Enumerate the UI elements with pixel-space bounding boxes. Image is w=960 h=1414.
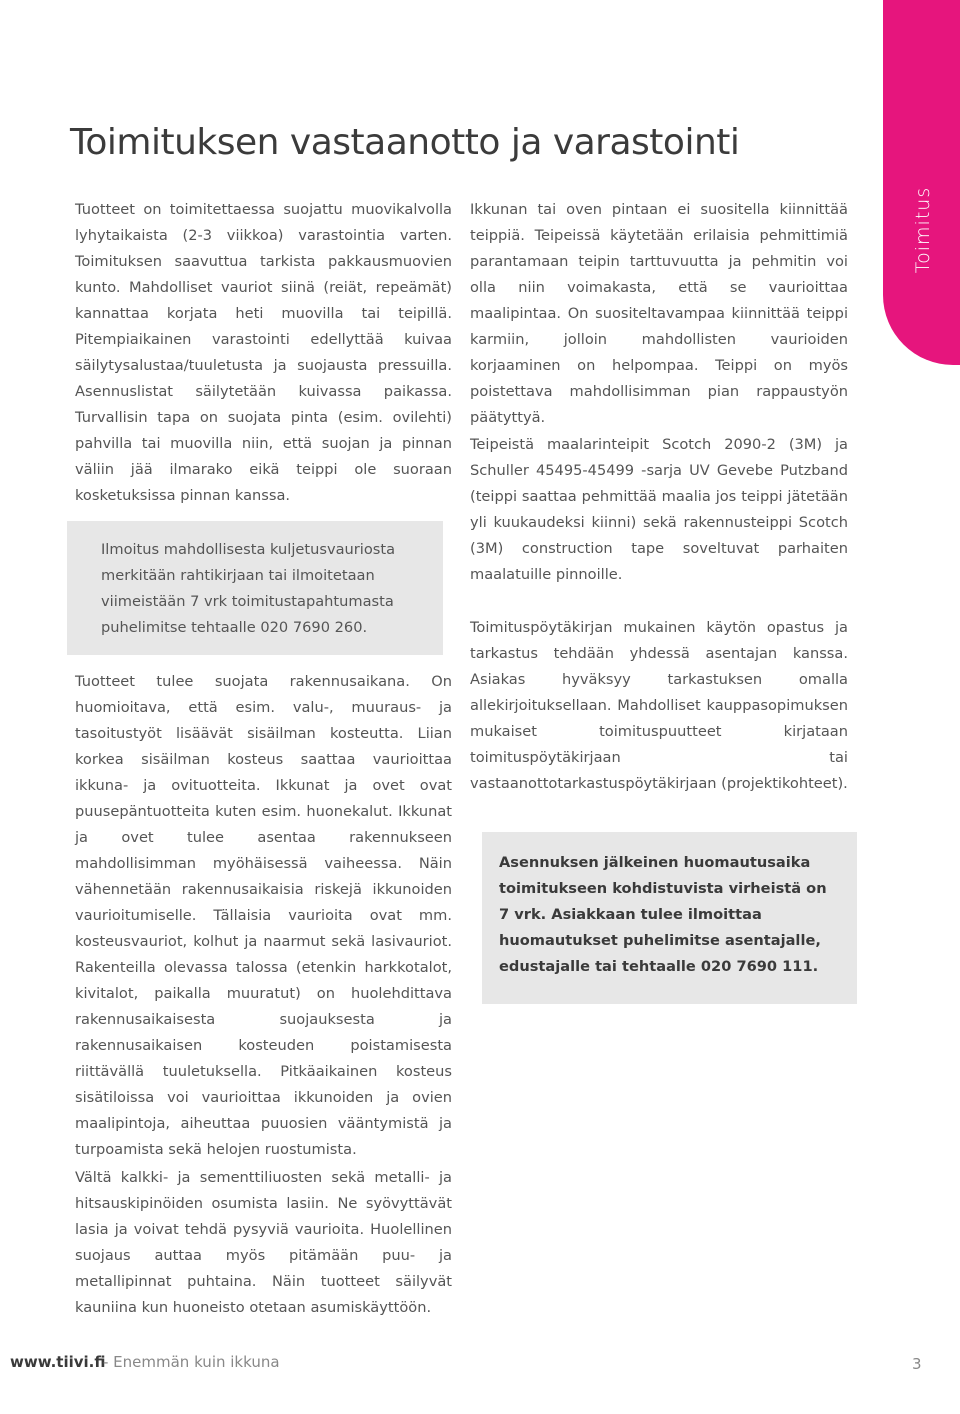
page-number: 3 <box>912 1355 922 1373</box>
footer-website-link[interactable]: www.tiivi.fi <box>10 1353 106 1371</box>
footer-tagline: - Enemmän kuin ikkuna <box>103 1353 280 1371</box>
left-paragraph-storage: Tuotteet on toimitettaessa suojattu muovikalvolla lyhytaikaista (2-3 viikkoa) varastointia varten. Toimituksen saavuttua tarkista pakkausmuovien kunto. Mahdolliset vauriot siinä (reiät, repeämät) kannattaa korjata heti muovilla tai teipillä. Pitempiaikainen varastointi edellyttää kuivaa säilytysalustaa/tuuletusta ja suojausta pressuilla. Asennuslistat säilytetään kuivassa paikassa. Turvallisin tapa on suojata pinta (esim. ovilehti) pahvilla tai muovilla niin, että suojan ja pinnan väliin jää ilmarako eikä teippi ole suoraan kosketuksissa pinnan kanssa. <box>75 201 452 504</box>
left-paragraph-construction: Tuotteet tulee suojata rakennusaikana. On huomioitava, että esim. valu-, muuraus- ja tasoitustyöt lisäävät sisäilman kosteutta. Liian korkea sisäilman kosteus saattaa vaurioittaa ikkuna- ja ovituotteita. Ikkunat ja ovet ovat puusepäntuotteita kuten esim. huonekalut. Ikkunat ja ovet tulee asentaa rakennukseen mahdollisimman myöhäisessä vaiheessa. Näin vähennetään rakennusaikaisia riskejä ikkunoiden vaurioitumiselle. Tällaisia vaurioita ovat mm. kosteusvauriot, kolhut ja naarmut sekä lasivauriot. Rakenteilla olevassa talossa (etenkin harkkotalot, kivitalot, paikalla muuratut) on huolehdittava rakennusaikaisesta suojauksesta ja rakennusaikaisen kosteuden poistamisesta riittävällä tuuletuksella. Pitkäaikainen kosteus sisätiloissa voi vaurioittaa ikkunoiden ja ovien maalipintoja, aiheuttaa puuosien vääntymistä ja turpoamista sekä helojen ruostumista. <box>75 673 452 1158</box>
right-paragraph-inspection: Toimituspöytäkirjan mukainen käytön opastus ja tarkastus tehdään yhdessä asentajan kanssa. Asiakas hyväksyy tarkastuksen omalla allekirjoituksellaan. Mahdolliset kauppasopimuksen mukaiset toimituspuutteet kirjataan toimituspöytäkirjaan tai vastaanottotarkastuspöytäkirjaan (projektikohteet). <box>470 619 848 792</box>
complaint-period-notice-text: Asennuksen jälkeinen huomautusaika toimitukseen kohdistuvista virheistä on 7 vrk. Asiakkaan tulee ilmoittaa huomautukset puhelimitse asentajalle, edustajalle tai tehtaalle 020 7690 111. <box>499 854 827 975</box>
right-paragraph-tape-brands: Teipeistä maalarinteipit Scotch 2090-2 (3M) ja Schuller 45495-45499 -sarja UV Gevebe Putzband (teippi saattaa pehmittää maalia jos teippi jätetään yli kuukaudeksi kiinni) sekä rakennusteippi Scotch (3M) construction tape soveltuvat parhaiten maalatuille pinnoille. <box>470 436 848 583</box>
transport-damage-notice-text: Ilmoitus mahdollisesta kuljetusvauriosta merkitään rahtikirjaan tai ilmoitetaan viimeistään 7 vrk toimitustapahtumasta puhelimitse tehtaalle 020 7690 260. <box>101 541 396 636</box>
page-title: Toimituksen vastaanotto ja varastointi <box>70 122 740 163</box>
complaint-period-notice <box>482 832 857 1004</box>
transport-damage-notice <box>67 521 443 655</box>
left-paragraph-glass: Vältä kalkki- ja sementtiliuosten sekä metalli- ja hitsauskipinöiden osumista lasiin. Ne syövyttävät lasia ja voivat tehdä pysyviä vaurioita. Huolellinen suojaus auttaa myös pitämään puu- ja metallipinnat puhtaina. Näin tuotteet säilyvät kauniina kun huoneisto otetaan asumiskäyttöön. <box>75 1169 452 1316</box>
section-tab <box>883 0 960 365</box>
section-tab-label: Toimitus <box>912 186 934 274</box>
page-footer <box>0 1353 960 1383</box>
right-paragraph-tape: Ikkunan tai oven pintaan ei suositella kiinnittää teippiä. Teipeissä käytetään erilaisia pehmittimiä parantamaan teipin tarttuvuutta ja pehmitin voi olla niin voimakasta, että se vaurioittaa maalipintaa. On suositeltavampaa kiinnittää teippi karmiin, jolloin mahdollisten vaurioiden korjaaminen on helpompaa. Teippi on myös poistettava mahdollisimman pian rappaustyön päätyttyä. <box>470 201 848 426</box>
